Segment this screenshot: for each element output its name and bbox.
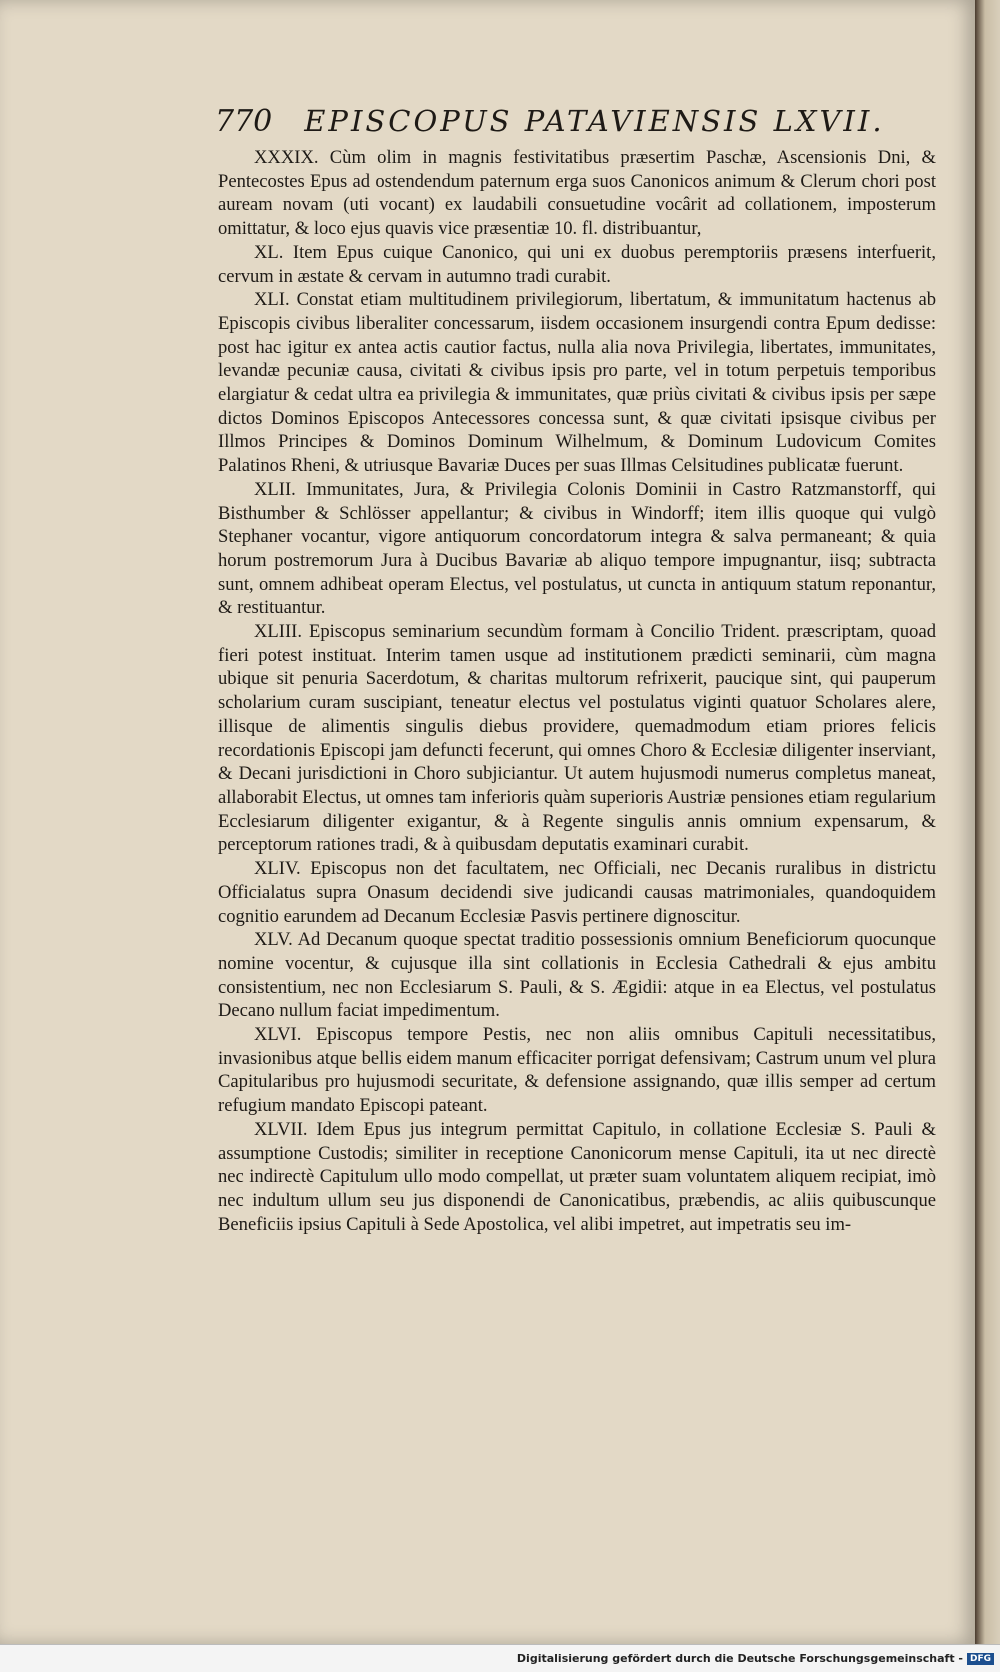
paragraph-xli: XLI. Constat etiam multitudinem privilegiorum, libertatum, & immunitatum hactenus ab Episcopis civibus liberaliter concessarum, iisdem occasionem insurgendi contra Epum dedisse: post hac igitur ex antea actis cautior factus, nulla alia nova Privilegia, libertates, immunitates, levandæ pecuniæ causa, civitati & civibus ipsis pro parte, vel in totum perpetuis temporibus elargiatur & cedat ultra ea privilegia & immunitates, quæ priùs civitati & civibus ipsis per sæpe dictos Dominos Episcopos Antecessores concessa sunt, & quæ civitati ipsisque civibus per Illmos Principes & Dominos Dominum Wilhelmum, & Dominum Ludovicum Comites Palatinos Rheni, & utriusque Bavariæ Duces per suas Illmas Celsitudines publicatæ fuerunt. <box>218 289 936 477</box>
paragraph-xliii: XLIII. Episcopus seminarium secundùm formam à Concilio Trident. præscriptam, quoad fieri potest instituat. Interim tamen usque ad institutionem prædicti seminarii, cùm magna ubique sit penuria Sacerdotum, & charitas multorum refrixerit, paucique sint, qui pauperum scholarium curam suscipiant, teneatur electus vel postulatus viginti quatuor Scholares alere, illisque de alimentis singulis diebus providere, quemadmodum etiam priores felicis recordationis Episcopi jam defuncti fecerunt, qui omnes Choro & Ecclesiæ diligenter inserviant, & Decani jurisdictioni in Choro subjiciantur. Ut autem hujusmodi numerus completus maneat, allaborabit Electus, ut omnes tam inferioris quàm superioris Austriæ pensiones etiam regularium Ecclesiarum diligenter exigantur, & à Regente singulis annis omnium expensarum, & perceptorum rationes tradi, & à quibusdam deputatis examinari curabit. <box>218 621 936 856</box>
paragraph-xlvi: XLVI. Episcopus tempore Pestis, nec non aliis omnibus Capituli necessitatibus, invasionibus atque bellis eidem manum efficaciter porrigat defensivam; Castrum unum vel plura Capitularibus pro hujusmodi securitate, & defensione assignando, quæ illis semper ad certum refugium mandato Episcopi pateant. <box>218 1024 936 1117</box>
digitization-footer <box>0 1644 1000 1672</box>
page-header <box>215 104 915 139</box>
paragraph-xxxix: XXXIX. Cùm olim in magnis festivitatibus præsertim Paschæ, Ascensionis Dni, & Pentecostes Epus ad ostendendum paternum erga suos Canonicos animum & Clerum chori post auream novam (uti vocant) ex laudabili consuetudine vocârit ad collationem, imposterum omittatur, & loco ejus quavis vice præsentiæ 10. fl. distribuantur, <box>218 147 936 240</box>
paragraph-xlv: XLV. Ad Decanum quoque spectat traditio possessionis omnium Beneficiorum quocunque nomine vocentur, & cujusque illa sint collationis in Ecclesia Cathedrali & ejus ambitu consistentium, nec non Ecclesiarum S. Pauli, & S. Ægidii: atque in ea Electus, vel postulatus Decano nullum faciat impedimentum. <box>218 929 936 1022</box>
page-number: 770 <box>215 104 273 139</box>
paragraph-xlvii: XLVII. Idem Epus jus integrum permittat Capitulo, in collatione Ecclesiæ S. Pauli & assumptione Custodis; similiter in receptione Canonicorum mense Capituli, ita ut nec directè nec indirectè Capitulum ullo modo compellat, ut præter suam voluntatem aliquem recipiat, imò nec indultum ullum seu jus disponendi de Canonicatibus, præbendis, ac aliis quibuscunque Beneficiis ipsius Capituli à Sede Apostolica, vel alibi impetret, aut impetratis seu im- <box>218 1118 936 1235</box>
dfg-logo-icon: DFG <box>967 1653 994 1665</box>
footer-credit: Digitalisierung gefördert durch die Deutsche Forschungsgemeinschaft - <box>516 1652 963 1665</box>
paragraph-xlii: XLII. Immunitates, Jura, & Privilegia Colonis Dominii in Castro Ratzmanstorff, qui Bisthumber & Schlösser appellantur; & civibus in Windorff; item illis quoque qui vulgò Stephaner vocantur, vigore antiquorum concordatorum integra & salva permaneant; & quia horum postremorum Jura à Ducibus Bavariæ ab aliquo tempore impugnantur, iisq; subtracta sunt, omnem adhibeat operam Electus, vel postulatus, ut cuncta in antiquum statum reponantur, & restituantur. <box>218 478 936 619</box>
paragraph-xl: XL. Item Epus cuique Canonico, qui uni ex duobus peremptoriis præsens interfuerit, cervum in æstate & cervam in autumno tradi curabit. <box>218 241 936 287</box>
body-text <box>218 146 936 1236</box>
running-title: EPISCOPUS PATAVIENSIS LXVII. <box>304 104 885 138</box>
adjacent-page-edge <box>975 0 1000 1644</box>
paragraph-xliv: XLIV. Episcopus non det facultatem, nec Officiali, nec Decanis ruralibus in districtu Officialatus supra Onasum decidendi sive judicandi causas matrimoniales, quandoquidem cognitio earundem ad Decanum Ecclesiæ Pasvis pertinere dignoscitur. <box>218 858 936 927</box>
